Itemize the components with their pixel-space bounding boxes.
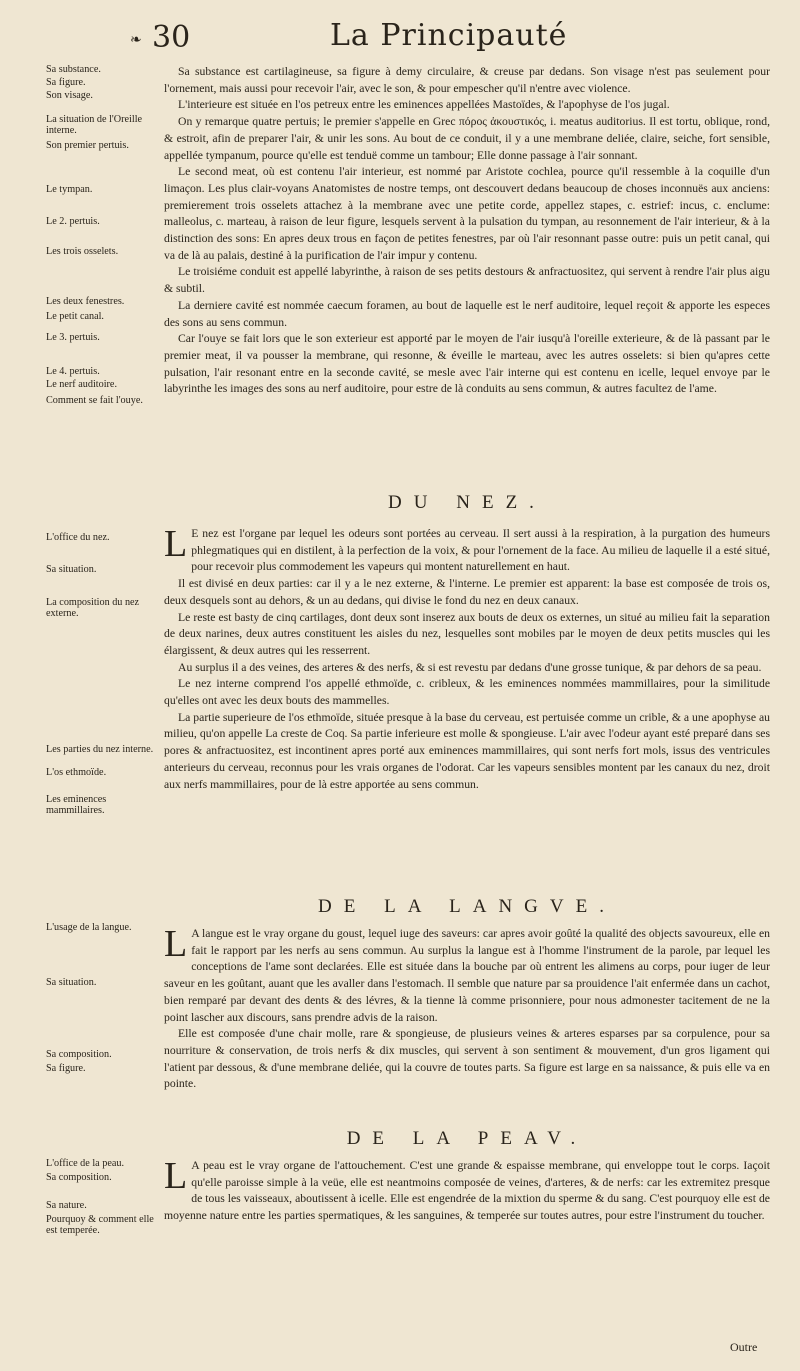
margin-note: L'usage de la langue. bbox=[46, 922, 132, 933]
margin-note: Sa substance. bbox=[46, 64, 101, 75]
paragraph: On y remarque quatre pertuis; le premier s'appelle en Grec πόρος ἀκουστικός, i. meatus auditorius. Il est tortu, oblique, rond, & estroit, afin de preparer l'air, & unir les sons. Au bout de ce conduit, il y a une membrane deliée, claire, seiche, fort sensible, appellée tympanum, pource qu'elle est tenduë comme un tambour; Elle donne passage à l'air sonnant. bbox=[164, 115, 770, 162]
margin-note: Sa nature. bbox=[46, 1200, 87, 1211]
margin-note: Sa composition. bbox=[46, 1049, 112, 1060]
paragraph bbox=[164, 523, 770, 576]
section-heading-langue: DE LA LANGVE. bbox=[318, 896, 616, 917]
paragraph: L'interieure est située en l'os petreux entre les eminences appellées Mastoïdes, & l'apophyse de l'os jugal. bbox=[178, 98, 670, 112]
paragraph: Au surplus il a des veines, des arteres & des nerfs, & si est revestu par dedans d'une grosse tunique, & par dehors de sa peau. bbox=[178, 660, 762, 674]
ornament-mark: ❧ bbox=[130, 32, 142, 48]
margin-note: Sa composition. bbox=[46, 1172, 112, 1183]
paragraph: Car l'ouye se fait lors que le son exterieur est apporté par le moyen de l'air iusqu'à l'oreille exterieure, & de là passant par le premier meat, il va pousser la membrane, qui resonne, & éveille le marteau, avec les autres osselets: si bien qu'apres cette pulsation, l'air resonant entre en la seconde cavité, se mesle avec l'air interne qui est contenu en icelle, lequel envoye par le labyrinthe les images des sons au nerf auditoire, pour estre de là conduits au sens commun, & autres facultez de l'ame. bbox=[164, 332, 770, 396]
margin-note: Sa figure. bbox=[46, 77, 86, 88]
margin-note: Les trois osselets. bbox=[46, 246, 119, 257]
margin-note: Le 4. pertuis. bbox=[46, 366, 100, 377]
margin-note: La composition du nez externe. bbox=[46, 597, 140, 619]
margin-note: L'office du nez. bbox=[46, 532, 110, 543]
paragraph-text: A langue est le vray organe du goust, lequel iuge des saveurs: car apres avoir goûté la qualité des objects savoureux, elle en fait le rapport par les nerfs au sens commun. Au surplus la langue est à l'homme l'instrument de la parole, par lequel les conceptions de l'ame sont declarées. Elle est située dans la bouche par où entrent les alimens au corps, pour iuger de leur saveur en les goûtant, auant que les avaller dans l'estomach. Il semble que nature par sa prouidence l'ait enfermée dans un cachot, bien remparé par devant des dents & des lévres, & la tienne là comme prisonniere, pour nous admonester tacitement de ne la point lascher aux discours, sans prendre advis de la raison. bbox=[164, 927, 770, 1024]
paragraph: Sa substance est cartilagineuse, sa figure à demy circulaire, & creuse par dedans. Son visage n'est pas seulement pour l'ornement, mais aussi pour recevoir l'air, avec le son, & pour empescher qu'il n'entre avec violence. bbox=[164, 65, 770, 95]
section-oreille bbox=[164, 64, 770, 398]
page-header bbox=[0, 18, 800, 58]
paragraph bbox=[164, 923, 770, 1026]
paragraph bbox=[164, 1155, 770, 1225]
section-heading-peau: DE LA PEAV. bbox=[346, 1128, 588, 1149]
paragraph: Le reste est basty de cinq cartilages, dont deux sont inserez aux bouts de deux os externes, un situé au milieu fait la separation de deux narines, deux autres constituent les aisles du nez, lesquelles sont mobiles par le moyen de deux petits muscles qui les élargissent, & deux autres qui les resserrent. bbox=[164, 610, 770, 657]
margin-note: Son visage. bbox=[46, 90, 93, 101]
margin-note: Sa figure. bbox=[46, 1063, 86, 1074]
paragraph: Le troisiéme conduit est appellé labyrinthe, à raison de ses petits destours & anfractuositez, qui servent à rendre l'air plus aigu & subtil. bbox=[164, 265, 770, 296]
margin-note: Le 3. pertuis. bbox=[46, 332, 100, 343]
margin-note: Le tympan. bbox=[46, 184, 93, 195]
margin-note: La situation de l'Oreille interne. bbox=[46, 114, 143, 136]
margin-note: Les parties du nez interne. bbox=[46, 744, 154, 755]
margin-note: Le 2. pertuis. bbox=[46, 216, 100, 227]
page-number: 30 bbox=[152, 20, 191, 55]
drop-cap: L bbox=[164, 923, 188, 965]
margin-note: Son premier pertuis. bbox=[46, 140, 129, 151]
paragraph: Elle est composée d'une chair molle, rare & spongieuse, de plusieurs veines & arteres esparses par sa corpulence, pour sa nourriture & conservation, de trois nerfs & dix muscles, qui servent à son sentiment & mouvement, d'un gros ligament qui l'atient par dessous, & d'une membrane deliée, qui la couvre de toutes parts. Sa figure est large en sa naissance, & puis elle va en pointe. bbox=[164, 1027, 770, 1091]
margin-note: Sa situation. bbox=[46, 977, 97, 988]
margin-note: Les deux fenestres. bbox=[46, 296, 125, 307]
margin-note: Comment se fait l'ouye. bbox=[46, 395, 143, 406]
paragraph: Le nez interne comprend l'os appellé ethmoïde, c. cribleux, & les eminences nommées mammillaires, pour la similitude qu'elles ont avec les deux bouts des mammelles. bbox=[164, 677, 770, 708]
drop-cap: L bbox=[164, 1155, 188, 1197]
section-nez bbox=[164, 523, 770, 793]
paragraph: La derniere cavité est nommée caecum foramen, au bout de laquelle est le nerf auditoire, lequel reçoit & apporte les especes des sons au sens commun. bbox=[164, 298, 770, 329]
margin-note: L'os ethmoïde. bbox=[46, 767, 107, 778]
margin-note: Les eminences mammillaires. bbox=[46, 794, 107, 816]
margin-note: Pourquoy & comment elle est temperée. bbox=[46, 1214, 154, 1236]
section-heading-nez: DU NEZ. bbox=[388, 492, 546, 513]
paragraph: Il est divisé en deux parties: car il y a le nez externe, & l'interne. Le premier est apparent: la base est composée de trois os, deux desquels sont au dehors, & un au dedans, qui divise le fond du nez en deux canaux. bbox=[164, 577, 770, 607]
margin-note: Le nerf auditoire. bbox=[46, 379, 117, 390]
catchword: Outre bbox=[730, 1340, 758, 1354]
drop-cap: L bbox=[164, 523, 188, 565]
paragraph-text: A peau est le vray organe de l'attouchement. C'est une grande & espaisse membrane, qui enveloppe tout le corps. Iaçoit qu'elle paroisse simple à la veüe, elle est neantmoins composée de veines, d'arteres, & de nerfs: car les extremitez presque de tous les vaisseaux, aboutissent à icelle. Elle est engendrée de la mixtion du sperme & du sang. C'est pourquoy elle est de moyenne nature entre les parties spermatiques, & les sanguines, & temperée sur toutes autres, pour estre l'instrument du toucher. bbox=[164, 1159, 770, 1223]
margin-note: Sa situation. bbox=[46, 564, 97, 575]
running-title: La Principauté bbox=[330, 18, 568, 53]
section-peau bbox=[164, 1155, 770, 1225]
margin-note: L'office de la peau. bbox=[46, 1158, 125, 1169]
paragraph: La partie superieure de l'os ethmoïde, située presque à la base du cerveau, est pertuisée comme un crible, & a une apophyse au milieu, qu'on appelle La creste de Coq. Sa partie inferieure est molle & spongieuse. L'air avec l'odeur ayant esté preparé dans ses pores & anfractuositez, est incontinent apres porté aux eminences mammillaires, qui sont nerfs fort mols, issus des ventricules anterieurs du cerveau, reconnus pour les vrais organes de l'odorat. Car les vapeurs sensibles montent par les canaux du nez, droit aux nerfs mammillaires, pour de là estre apportée au sens commun. bbox=[164, 710, 770, 791]
paragraph: Le second meat, où est contenu l'air interieur, est nommé par Aristote cochlea, pource qu'il ressemble à la coquille d'un limaçon. Les plus clair-voyans Anatomistes de nostre temps, ont descouvert dedans beaucoup de choses inconnuës aux anciens: premierement trois osselets attachez à la membrane avec une petite corde, appellez stapes, c. estrief: incus, c. enclume: malleolus, c. marteau, à raison de leur figure, lesquels servent à la pulsation du tympan, au resonnement de l'air interieur, & à la distinction des sons: En apres deux trous en façon de petites fenestres, par où l'air resonnant passe outre: puis un petit canal, qui va de là au palais, destiné à la purification de l'air impur y contenu. bbox=[164, 165, 770, 262]
section-langue bbox=[164, 923, 770, 1093]
margin-note: Le petit canal. bbox=[46, 311, 104, 322]
paragraph-text: E nez est l'organe par lequel les odeurs sont portées au cerveau. Il sert aussi à la respiration, à la purgation des humeurs phlegmatiques qui en distilent, à la perfection de la voix, & pour l'ornement de la face. Au milieu de laquelle il a esté situé, pour recevoir plus commodement les vapeurs qui montent naturellement en haut. bbox=[191, 527, 770, 574]
